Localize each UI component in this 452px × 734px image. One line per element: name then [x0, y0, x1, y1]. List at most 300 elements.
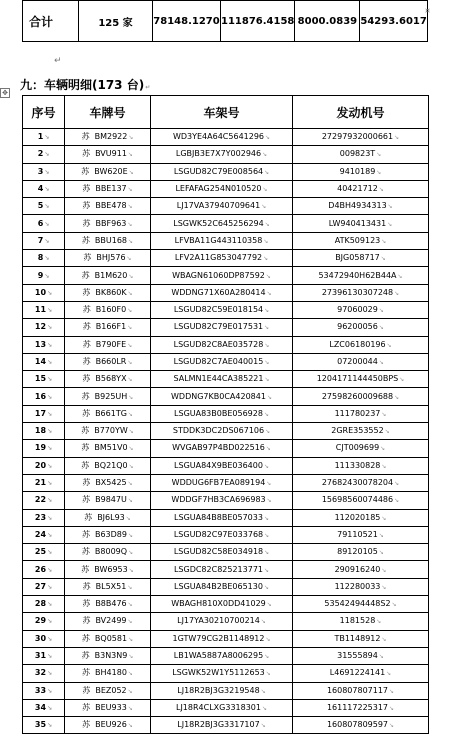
- row-vin-value: LJ17VA37940709641: [176, 201, 261, 211]
- cell-mark-icon: ↘: [378, 324, 384, 332]
- row-plate: [65, 250, 151, 267]
- cell-mark-icon: ↘: [128, 428, 134, 436]
- row-seq-value: 20: [34, 460, 47, 470]
- cell-mark-icon: ↘: [127, 341, 133, 349]
- row-engine: [293, 509, 429, 526]
- row-plate-province: 苏: [82, 702, 91, 712]
- row-engine-value: 27396130307248: [321, 287, 394, 297]
- row-engine: [293, 647, 429, 664]
- cell-mark-icon: ↘: [381, 237, 387, 245]
- row-engine-value: 53472940H62B44A: [318, 270, 397, 280]
- cell-mark-icon: ↘: [127, 722, 133, 730]
- row-vin-value: WBAGH810X0DD41029: [171, 599, 266, 609]
- row-plate-value: B770YW: [94, 426, 128, 436]
- row-seq: [23, 492, 65, 509]
- row-vin-value: LSGUD82C79E017531: [173, 322, 264, 332]
- row-seq: [23, 474, 65, 491]
- row-seq-value: 23: [34, 512, 47, 522]
- row-plate-province: 苏: [81, 564, 90, 574]
- summary-value-3: 8000.0839: [295, 1, 360, 42]
- row-vin-value: 1GTW79CG2B1148912: [172, 633, 265, 643]
- row-plate-province: 苏: [82, 287, 91, 297]
- row-seq-value: 13: [34, 339, 47, 349]
- row-seq: [23, 129, 65, 146]
- row-vin-value: LSGWK52W1Y5112653: [172, 668, 265, 678]
- row-plate-province: 苏: [82, 668, 91, 678]
- table-row: [23, 492, 429, 509]
- row-engine-value: 27297932000661: [321, 132, 394, 142]
- row-plate-province: 苏: [82, 149, 91, 159]
- cell-mark-icon: ↘: [263, 462, 269, 470]
- row-engine-value: 111780237: [334, 408, 381, 418]
- cell-mark-icon: ↘: [264, 566, 270, 574]
- cell-mark-icon: ↘: [127, 220, 133, 228]
- row-engine: [293, 388, 429, 405]
- row-vin-value: LJ18R4CLXG3318301: [175, 702, 261, 712]
- cell-mark-icon: ↘: [386, 670, 392, 678]
- section-title: 九：车辆明细(173 台): [20, 78, 145, 92]
- row-plate-province: 苏: [81, 235, 90, 245]
- cell-mark-icon: ↘: [265, 635, 271, 643]
- row-vin-value: LJ18R2BJ3G3219548: [177, 685, 260, 695]
- row-engine-value: 2GRE353552: [331, 426, 384, 436]
- row-plate: [65, 232, 151, 249]
- table-row: [23, 509, 429, 526]
- cell-mark-icon: ↘: [127, 704, 133, 712]
- cell-mark-icon: ↘: [128, 462, 134, 470]
- row-seq-value: 26: [34, 564, 47, 574]
- row-plate-value: BW6953: [94, 564, 128, 574]
- cell-mark-icon: ↘: [47, 289, 53, 297]
- row-plate-province: 苏: [81, 529, 90, 539]
- cell-mark-icon: ↘: [264, 653, 270, 661]
- cell-mark-icon: ↘: [47, 480, 53, 488]
- cell-mark-icon: ↘: [394, 393, 400, 401]
- cell-mark-icon: ↘: [261, 704, 268, 712]
- row-plate: [65, 371, 151, 388]
- row-plate-province: 苏: [81, 460, 90, 470]
- cell-mark-icon: ↘: [265, 670, 271, 678]
- row-plate-province: 苏: [81, 270, 90, 280]
- row-seq: [23, 284, 65, 301]
- row-vin: [151, 146, 293, 163]
- row-seq: [23, 699, 65, 716]
- row-engine-value: 89120105: [337, 547, 378, 557]
- table-row: [23, 474, 429, 491]
- row-seq-value: 6: [37, 218, 44, 228]
- row-plate: [65, 699, 151, 716]
- row-plate-province: 苏: [82, 478, 91, 488]
- row-vin-value: LSGUD82C97E033768: [173, 529, 264, 539]
- row-vin: [151, 371, 293, 388]
- row-vin-value: WDDNG71X60A280414: [171, 287, 266, 297]
- row-vin: [151, 163, 293, 180]
- cell-mark-icon: ↘: [127, 670, 133, 678]
- cell-mark-icon: ↘: [264, 168, 270, 176]
- table-row: [23, 682, 429, 699]
- cell-mark-icon: ↘: [47, 307, 53, 315]
- summary-value-1: 78148.1270: [153, 1, 221, 42]
- row-plate: [65, 509, 151, 526]
- row-vin-value: WDDGF7HB3CA696983: [171, 495, 266, 505]
- cell-mark-icon: ↘: [263, 514, 269, 522]
- row-seq-value: 28: [34, 599, 47, 609]
- cell-mark-icon: ↘: [394, 289, 400, 297]
- row-engine: [293, 163, 429, 180]
- row-seq: [23, 319, 65, 336]
- row-vin: [151, 544, 293, 561]
- cell-mark-icon: ↘: [376, 151, 382, 159]
- table-row: [23, 267, 429, 284]
- cell-mark-icon: ↘: [47, 722, 53, 730]
- row-plate: [65, 423, 151, 440]
- row-vin-value: LSGUD82C58E034918: [173, 547, 264, 557]
- row-vin-value: LSGUA84B8BE057033: [174, 512, 263, 522]
- row-engine-value: 160807809597: [326, 720, 389, 730]
- row-vin-value: LJ18R2BJ3G3317107: [177, 720, 260, 730]
- cell-mark-icon: ↘: [47, 514, 53, 522]
- cell-mark-icon: ↘: [265, 445, 271, 453]
- row-vin: [151, 492, 293, 509]
- row-seq: [23, 232, 65, 249]
- cell-mark-icon: ↘: [128, 237, 134, 245]
- cell-mark-icon: ↘: [380, 255, 386, 263]
- cell-mark-icon: ↘: [266, 480, 272, 488]
- row-plate-province: 苏: [82, 599, 91, 609]
- cell-mark-icon: ↘: [128, 393, 134, 401]
- row-engine: [293, 544, 429, 561]
- table-row: [23, 630, 429, 647]
- row-seq: [23, 665, 65, 682]
- row-engine-value: 1204171144450BPS: [316, 374, 399, 384]
- row-plate-value: BM51V0: [94, 443, 128, 453]
- cell-mark-icon: ↘: [260, 687, 266, 695]
- cell-mark-icon: ↘: [380, 445, 386, 453]
- cell-mark-icon: ↘: [47, 618, 53, 626]
- row-vin: [151, 336, 293, 353]
- row-engine-value: 15698560074486: [321, 495, 394, 505]
- row-engine-value: 112020185: [334, 512, 381, 522]
- row-engine: [293, 284, 429, 301]
- header-engine: 发动机号: [293, 96, 429, 129]
- row-seq: [23, 596, 65, 613]
- cell-mark-icon: ↘: [127, 410, 133, 418]
- row-seq-value: 29: [34, 616, 47, 626]
- row-seq: [23, 215, 65, 232]
- cell-mark-icon: ↘: [47, 462, 53, 470]
- cell-mark-icon: ↘: [127, 618, 133, 626]
- row-plate: [65, 630, 151, 647]
- row-seq-value: 30: [34, 633, 47, 643]
- table-header-row: [23, 96, 429, 129]
- cell-mark-icon: ↘: [381, 514, 387, 522]
- row-vin: [151, 699, 293, 716]
- row-plate: [65, 544, 151, 561]
- row-vin: [151, 509, 293, 526]
- row-plate: [65, 388, 151, 405]
- cell-mark-icon: ↘: [376, 618, 382, 626]
- row-vin: [151, 423, 293, 440]
- row-plate-value: BV2499: [95, 616, 127, 626]
- table-row: [23, 336, 429, 353]
- row-seq: [23, 544, 65, 561]
- row-seq: [23, 509, 65, 526]
- table-move-handle-icon[interactable]: ✥: [0, 88, 10, 98]
- cell-mark-icon: ↘: [263, 237, 269, 245]
- row-seq-value: 2: [37, 149, 44, 159]
- row-plate: [65, 492, 151, 509]
- row-engine-value: 79110521: [337, 529, 378, 539]
- cell-mark-icon: ↘: [264, 220, 270, 228]
- row-seq-value: 33: [34, 685, 47, 695]
- row-seq: [23, 336, 65, 353]
- cell-mark-icon: ↘: [376, 168, 382, 176]
- row-vin-value: LEFAFAG254N010520: [175, 184, 262, 194]
- row-engine: [293, 474, 429, 491]
- row-plate-province: 苏: [82, 305, 91, 315]
- cell-mark-icon: ↘: [127, 307, 133, 315]
- cell-mark-icon: ↘: [47, 635, 53, 643]
- table-row: [23, 423, 429, 440]
- table-row: [23, 578, 429, 595]
- cell-mark-icon: ↘: [47, 601, 53, 609]
- row-plate: [65, 440, 151, 457]
- header-plate: 车牌号: [65, 96, 151, 129]
- cell-mark-icon: ↘: [127, 186, 133, 194]
- row-seq: [23, 180, 65, 197]
- row-plate-value: B63D89: [94, 529, 127, 539]
- cell-mark-icon: ↘: [394, 134, 400, 142]
- cell-mark-icon: ↘: [44, 237, 50, 245]
- row-plate-province: 苏: [83, 253, 92, 263]
- row-engine-value: 97060029: [337, 305, 378, 315]
- row-vin-value: WDDNG7KB0CA420841: [171, 391, 266, 401]
- row-plate: [65, 129, 151, 146]
- row-engine-value: 07200044: [337, 357, 378, 366]
- row-plate: [65, 405, 151, 422]
- row-seq: [23, 647, 65, 664]
- row-vin-value: LSGDC82C825213771: [173, 564, 264, 574]
- summary-value-4: 54293.6017: [360, 1, 427, 42]
- row-seq: [23, 250, 65, 267]
- row-engine: [293, 232, 429, 249]
- row-engine-value: 40421712: [337, 184, 378, 194]
- table-row: [23, 215, 429, 232]
- row-seq-value: 9: [37, 270, 44, 280]
- cell-mark-icon: ↘: [263, 410, 269, 418]
- row-seq: [23, 163, 65, 180]
- row-plate-value: B8B476: [95, 599, 127, 609]
- cell-mark-icon: ↘: [378, 653, 384, 661]
- cell-mark-icon: ↘: [128, 272, 134, 280]
- table-row: [23, 163, 429, 180]
- row-plate-value: B166F1: [95, 322, 127, 332]
- row-vin: [151, 284, 293, 301]
- cell-mark-icon: ↘: [266, 497, 272, 505]
- row-plate-value: BQ0581: [94, 633, 128, 643]
- row-plate-province: 苏: [82, 685, 91, 695]
- row-vin: [151, 526, 293, 543]
- cell-mark-icon: ↘: [261, 203, 267, 211]
- row-vin: [151, 388, 293, 405]
- cell-mark-icon: ↘: [44, 168, 50, 176]
- row-plate: [65, 647, 151, 664]
- row-seq-value: 15: [34, 374, 47, 384]
- row-engine: [293, 146, 429, 163]
- table-row: [23, 284, 429, 301]
- row-engine-value: 53542494448S2: [324, 599, 391, 609]
- row-seq-value: 27: [34, 581, 47, 591]
- row-plate-value: B8009Q: [94, 547, 128, 557]
- cell-mark-icon: ↘: [262, 186, 268, 194]
- cell-mark-icon: ↘: [47, 704, 53, 712]
- table-row: [23, 353, 429, 370]
- row-plate-province: 苏: [82, 720, 91, 730]
- row-plate-province: 苏: [81, 651, 90, 661]
- cell-mark-icon: ↘: [44, 186, 50, 194]
- row-vin-value: LSGUA84B2BE065130: [174, 581, 263, 591]
- cell-mark-icon: ↘: [127, 687, 133, 695]
- row-vin: [151, 596, 293, 613]
- row-plate-province: 苏: [82, 408, 91, 418]
- row-plate: [65, 146, 151, 163]
- row-seq-value: 25: [34, 547, 47, 557]
- table-row: [23, 596, 429, 613]
- row-seq: [23, 301, 65, 318]
- cell-mark-icon: ↘: [263, 583, 269, 591]
- row-plate-province: 苏: [81, 166, 90, 176]
- cell-mark-icon: ↘: [44, 255, 50, 263]
- row-plate: [65, 180, 151, 197]
- row-plate-value: B661TG: [95, 408, 127, 418]
- row-engine-value: 290916240: [334, 564, 381, 574]
- row-vin-value: LGBJB3E7X7Y002946: [175, 149, 262, 159]
- row-plate-province: 苏: [82, 374, 91, 384]
- cell-mark-icon: ↘: [47, 687, 53, 695]
- row-plate: [65, 267, 151, 284]
- cell-mark-icon: ↘: [44, 134, 50, 142]
- row-plate: [65, 561, 151, 578]
- table-row: [23, 613, 429, 630]
- paragraph-mark-icon: ↵: [54, 56, 62, 66]
- row-engine: [293, 440, 429, 457]
- row-plate: [65, 665, 151, 682]
- row-seq: [23, 457, 65, 474]
- row-seq-value: 18: [34, 426, 47, 436]
- cell-mark-icon: ↘: [394, 497, 400, 505]
- cell-mark-icon: ↘: [47, 531, 53, 539]
- row-engine-value: ATK509123: [334, 235, 381, 245]
- cell-mark-icon: ↘: [266, 601, 272, 609]
- cell-mark-icon: ↘: [125, 514, 131, 522]
- row-seq: [23, 613, 65, 630]
- row-engine: [293, 267, 429, 284]
- header-seq: 序号: [23, 96, 65, 129]
- table-row: [23, 129, 429, 146]
- row-vin: [151, 232, 293, 249]
- row-plate-value: BJ6L93: [97, 512, 125, 522]
- row-engine: [293, 717, 429, 734]
- cell-mark-icon: ↘: [264, 324, 270, 332]
- cell-mark-icon: ↘: [389, 687, 395, 695]
- table-row: [23, 198, 429, 215]
- table-row: [23, 717, 429, 734]
- cell-mark-icon: ↘: [265, 134, 271, 142]
- row-plate-province: 苏: [82, 218, 91, 228]
- cell-mark-icon: ↘: [127, 324, 133, 332]
- row-engine: [293, 492, 429, 509]
- cell-mark-icon: ↘: [47, 583, 53, 591]
- row-engine-value: 31555894: [337, 651, 378, 661]
- cell-mark-icon: ↘: [378, 531, 384, 539]
- cell-mark-icon: ↘: [47, 653, 53, 661]
- row-vin-value: LSGUD82C7AE040015: [173, 357, 264, 366]
- row-seq: [23, 440, 65, 457]
- row-seq: [23, 146, 65, 163]
- cell-mark-icon: ↘: [127, 359, 133, 366]
- row-vin-value: WVGAB97P4BD022516: [172, 443, 265, 453]
- cell-mark-icon: ↘: [260, 618, 266, 626]
- row-vin: [151, 180, 293, 197]
- cell-mark-icon: ↘: [387, 220, 393, 228]
- row-vin-value: LFV2A11G853047792: [174, 253, 263, 263]
- row-plate-province: 苏: [81, 443, 90, 453]
- row-engine: [293, 405, 429, 422]
- summary-value-2: 111876.4158: [221, 1, 295, 42]
- row-seq: [23, 198, 65, 215]
- vehicle-table: [22, 95, 429, 734]
- row-seq: [23, 353, 65, 370]
- row-seq-value: 8: [37, 253, 44, 263]
- cell-mark-icon: ↘: [127, 289, 133, 297]
- table-row: [23, 146, 429, 163]
- row-plate-province: 苏: [82, 357, 91, 366]
- row-engine: [293, 353, 429, 370]
- row-plate: [65, 319, 151, 336]
- row-plate-value: BEZ052: [95, 685, 127, 695]
- row-plate-value: BM2922: [94, 132, 128, 142]
- cell-mark-icon: ↘: [128, 445, 134, 453]
- row-plate-value: BH4180: [95, 668, 127, 678]
- cell-mark-icon: ↘: [397, 272, 403, 280]
- row-plate-value: BW620E: [94, 166, 128, 176]
- row-plate-value: B925UH: [94, 391, 128, 401]
- row-seq-value: 35: [34, 720, 47, 730]
- table-row: [23, 301, 429, 318]
- row-vin: [151, 215, 293, 232]
- row-engine-value: 009823T: [339, 149, 376, 159]
- row-engine: [293, 129, 429, 146]
- cell-mark-icon: ↘: [260, 722, 266, 730]
- row-plate: [65, 301, 151, 318]
- cell-mark-icon: ↘: [47, 341, 53, 349]
- cell-mark-icon: ↘: [128, 134, 134, 142]
- row-engine: [293, 613, 429, 630]
- row-engine-value: 112280033: [334, 581, 381, 591]
- row-plate-value: BEU926: [95, 720, 127, 730]
- cell-mark-icon: ↘: [127, 480, 133, 488]
- row-plate-value: BX5425: [95, 478, 127, 488]
- row-vin: [151, 630, 293, 647]
- row-plate-value: BQ21Q0: [94, 460, 128, 470]
- summary-table: [22, 0, 431, 42]
- table-row: [23, 526, 429, 543]
- row-engine: [293, 596, 429, 613]
- row-vin: [151, 405, 293, 422]
- row-vin: [151, 474, 293, 491]
- row-seq-value: 19: [34, 443, 47, 453]
- table-row: [23, 699, 429, 716]
